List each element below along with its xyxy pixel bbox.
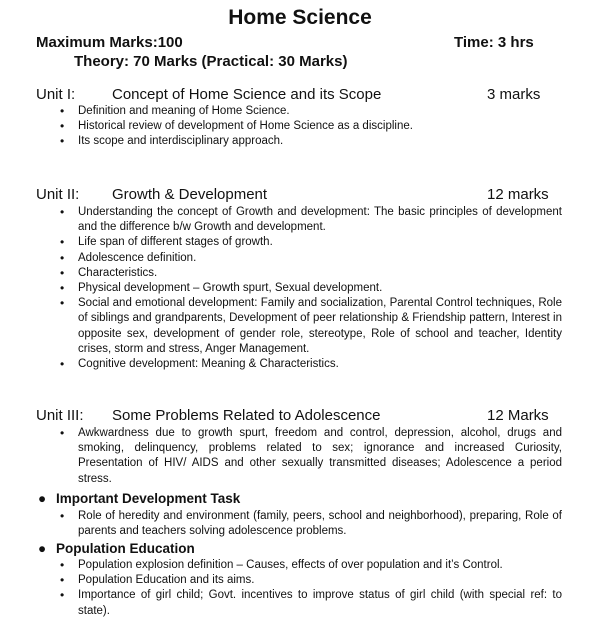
list-item: • Importance of girl child; Govt. incentives to improve status of girl child (with special ref: to state).: [56, 588, 562, 618]
bullet-icon: ●: [38, 491, 47, 506]
theory-marks: Theory: 70 Marks (Practical: 30 Marks): [74, 53, 348, 70]
exam-time: Time: 3 hrs: [454, 34, 534, 51]
list-item: • Understanding the concept of Growth and development: The basic principles of development and the difference b/w Growth and development.: [56, 205, 562, 235]
unit-1-header: [36, 86, 576, 106]
unit-title: Growth & Development: [112, 186, 268, 203]
list-item: • Role of heredity and environment (family, peers, school and neighborhood), preparing, Role of parents and teachers solving adolescence problems.: [56, 509, 562, 539]
section-heading-population-education: [38, 541, 195, 556]
unit-3-header: [36, 407, 576, 427]
maximum-marks: Maximum Marks:100: [36, 34, 183, 51]
unit-2-list: [56, 205, 562, 372]
list-item: • Cognitive development: Meaning & Characteristics.: [56, 357, 562, 372]
unit-label: Unit I:: [36, 86, 76, 103]
unit-title: Concept of Home Science and its Scope: [112, 86, 382, 103]
unit-label: Unit II:: [36, 186, 80, 203]
list-item: • Social and emotional development: Family and socialization, Parental Control techniques, Role of siblings and grandparents, Development of peer relationship & Friendship pattern, Interest in opposite sex, development of gender role, stereotype, Role of school and teacher, Identity crises, storm and stress, Anger Management.: [56, 296, 562, 357]
unit-3-list: [56, 426, 562, 487]
section-heading-development-task: [38, 491, 240, 506]
unit-2-header: [36, 186, 576, 206]
list-item: • Population explosion definition – Causes, effects of over population and it’s Control.: [56, 558, 562, 573]
bullet-icon: ●: [38, 541, 47, 556]
unit-1-list: [56, 104, 562, 150]
list-item: • Life span of different stages of growth.: [56, 235, 562, 250]
section-heading-text: Population Education: [56, 541, 195, 556]
unit-marks: 3 marks: [487, 86, 541, 103]
list-item: • Historical review of development of Home Science as a discipline.: [56, 119, 562, 134]
unit-title: Some Problems Related to Adolescence: [112, 407, 381, 424]
page-title: Home Science: [228, 6, 372, 29]
list-item: • Definition and meaning of Home Science.: [56, 104, 562, 119]
unit-marks: 12 marks: [487, 186, 549, 203]
unit-label: Unit III:: [36, 407, 84, 424]
list-item: • Its scope and interdisciplinary approach.: [56, 134, 562, 149]
development-task-list: [56, 509, 562, 539]
list-item: • Awkwardness due to growth spurt, freedom and control, depression, alcohol, drugs and smoking, delinquency, problems related to sex; ignorance and increased Curiosity, Presentation of HIV/ AIDS and other sexually transmitted diseases; Adolescence a period stress.: [56, 426, 562, 487]
list-item: • Adolescence definition.: [56, 251, 562, 266]
section-heading-text: Important Development Task: [56, 491, 241, 506]
list-item: • Physical development – Growth spurt, Sexual development.: [56, 281, 562, 296]
list-item: • Population Education and its aims.: [56, 573, 562, 588]
list-item: • Characteristics.: [56, 266, 562, 281]
population-education-list: [56, 558, 562, 619]
unit-marks: 12 Marks: [487, 407, 549, 424]
